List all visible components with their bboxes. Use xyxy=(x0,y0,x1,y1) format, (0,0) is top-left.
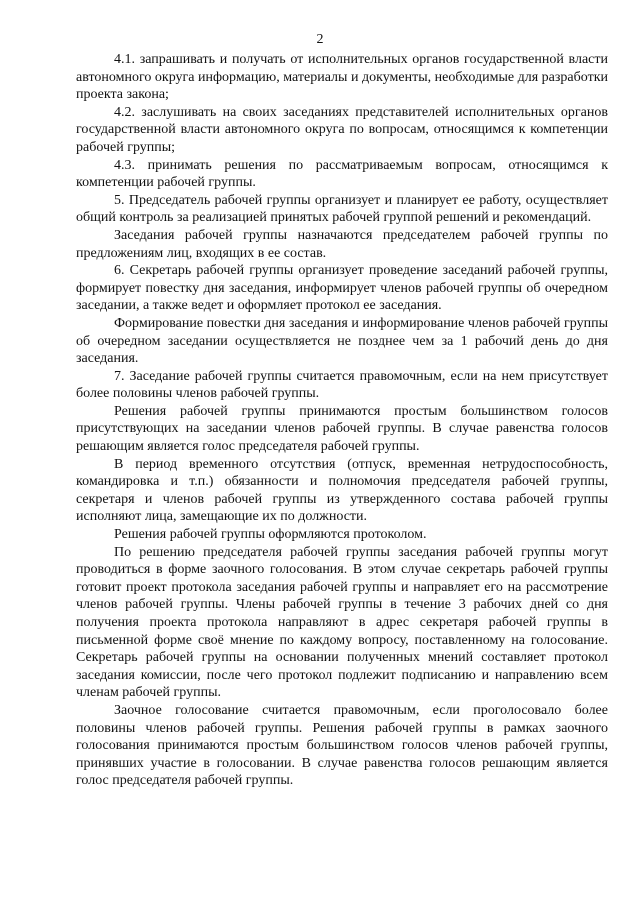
page-number: 2 xyxy=(316,32,324,47)
paragraph-7-absence: В период временного отсутствия (отпуск, временная нетрудоспособность, командировка и т.п.) обязанности и полномочия председателя рабочей группы, секретаря и членов рабочей группы из утвержденного состава рабочей группы исполняют лица, замещающие их по должности. xyxy=(76,456,608,525)
paragraph-6-agenda: Формирование повестки дня заседания и информирование членов рабочей группы об очередном заседании осуществляется не позднее чем за 1 рабочий день до дня заседания. xyxy=(76,315,608,367)
paragraph-absentee-quorum: Заочное голосование считается правомочным, если проголосовало более половины членов рабочей группы. Решения рабочей группы в рамках заочного голосования принимаются простым большинством голосов членов рабочей группы, принявших участие в голосовании. В случае равенства голосов решающим является голос председателя рабочей группы. xyxy=(76,702,608,789)
paragraph-4-2: 4.2. заслушивать на своих заседаниях представителей исполнительных органов государственной власти автономного округа по вопросам, относящимся к компетенции рабочей группы; xyxy=(76,104,608,155)
paragraph-7-protocol: Решения рабочей группы оформляются протоколом. xyxy=(114,527,427,543)
paragraph-7-decisions: Решения рабочей группы принимаются простым большинством голосов присутствующих на заседании членов рабочей группы. В случае равенства голосов решающим является голос председателя рабочей группы. xyxy=(76,403,608,455)
paragraph-5: 5. Председатель рабочей группы организует и планирует ее работу, осуществляет общий контроль за реализацией принятых рабочей группой решений и рекомендаций. xyxy=(76,192,608,226)
paragraph-6: 6. Секретарь рабочей группы организует проведение заседаний рабочей группы, формирует повестку дня заседания, информирует членов рабочей группы об очередном заседании, а также ведет и оформляет протокол ее заседания. xyxy=(76,263,608,314)
paragraph-5-meetings: Заседания рабочей группы назначаются председателем рабочей группы по предложениям лиц, входящих в ее состав. xyxy=(76,227,608,261)
document-body xyxy=(76,51,608,790)
paragraph-4-1: 4.1. запрашивать и получать от исполнительных органов государственной власти автономного округа информацию, материалы и документы, необходимые для разработки проекта закона; xyxy=(76,52,608,103)
paragraph-absentee-voting: По решению председателя рабочей группы заседания рабочей группы могут проводиться в форме заочного голосования. В этом случае секретарь рабочей группы готовит проект протокола заседания рабочей группы и направляет его на рассмотрение членов рабочей группы. Члены рабочей группы в течение 3 рабочих дней со дня получения проекта протокола направляют в адрес секретаря рабочей группы в письменной форме своё мнение по каждому вопросу, поставленному на голосование. Секретарь рабочей группы на основании полученных мнений составляет протокол заседания комиссии, после чего протокол подлежит подписанию и направлению всем членам рабочей группы. xyxy=(76,544,608,701)
paragraph-7: 7. Заседание рабочей группы считается правомочным, если на нем присутствует более половины членов рабочей группы. xyxy=(76,368,608,402)
paragraph-4-3: 4.3. принимать решения по рассматриваемым вопросам, относящимся к компетенции рабочей группы. xyxy=(76,157,608,191)
